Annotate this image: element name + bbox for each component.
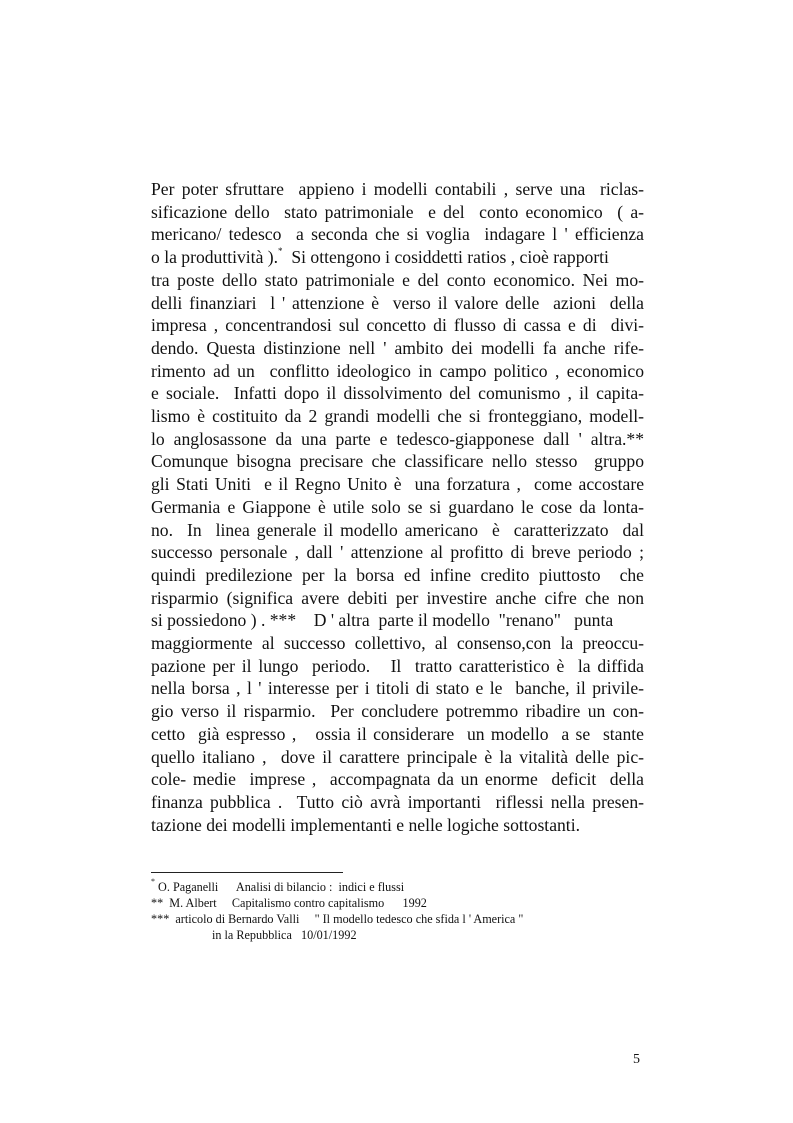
text-line: successo personale , dall ' attenzione al profitto di breve periodo ; (151, 542, 644, 563)
text-segment: Si ottengono i cosiddetti ratios , cioè rapporti (291, 247, 609, 268)
footnote-text: O. Paganelli Analisi di bilancio : indici e flussi (155, 880, 405, 894)
footnote-separator (151, 872, 343, 873)
footnote-1 (151, 876, 621, 895)
text-line: pazione per il lungo periodo. Il tratto caratteristico è la diffida (151, 655, 644, 676)
text-line: maggiormente al successo collettivo, al consenso,con la preoccu- (151, 633, 644, 654)
footnote-2: ** M. Albert Capitalismo contro capitalismo 1992 (151, 896, 427, 910)
footnote-marker: * (151, 876, 155, 886)
text-line: mericano/ tedesco a seconda che si voglia indagare l ' efficienza (151, 224, 644, 245)
text-line: rimento ad un conflitto ideologico in campo politico , economico (151, 360, 644, 381)
text-line: cole- medie imprese , accompagnata da un enorme deficit della (151, 769, 644, 790)
text-line: gli Stati Uniti e il Regno Unito è una forzatura , come accostare (151, 474, 644, 495)
page-number: 5 (633, 1052, 640, 1067)
text-line: Comunque bisogna precisare che classificare nello stesso gruppo (151, 451, 644, 472)
text-line: delli finanziari l ' attenzione è verso il valore delle azioni della (151, 292, 644, 313)
text-line: nella borsa , l ' interesse per i titoli di stato e le banche, il privile- (151, 678, 644, 699)
text-line: no. In linea generale il modello americano è caratterizzato dal (151, 519, 644, 540)
text-line: tra poste dello stato patrimoniale e del conto economico. Nei mo- (151, 269, 644, 290)
text-line: cetto già espresso , ossia il considerare un modello a se stante (151, 723, 644, 744)
text-line: sificazione dello stato patrimoniale e del conto economico ( a- (151, 201, 644, 222)
text-segment: o la produttività ). (151, 247, 279, 268)
text-line: quindi predilezione per la borsa ed infine credito piuttosto che (151, 564, 644, 585)
footnote-3-continuation: in la Repubblica 10/01/1992 (212, 928, 357, 942)
text-line: gio verso il risparmio. Per concludere potremmo ribadire un con- (151, 701, 644, 722)
text-line: impresa , concentrandosi sul concetto di flusso di cassa e di divi- (151, 315, 644, 336)
text-line: Per poter sfruttare appieno i modelli contabili , serve una riclas- (151, 179, 644, 199)
text-line: lismo è costituito da 2 grandi modelli che si fronteggiano, modell- (151, 406, 644, 427)
text-line: tazione dei modelli implementanti e nelle logiche sottostanti. (151, 814, 580, 835)
text-line: e sociale. Infatti dopo il dissolvimento del comunismo , il capita- (151, 383, 644, 404)
text-line (151, 246, 644, 269)
footnote-3: *** articolo di Bernardo Valli " Il modello tedesco che sfida l ' America " (151, 912, 524, 926)
footnotes (151, 876, 621, 943)
text-segment: D ' altra parte il modello "renano" punta (313, 610, 614, 631)
text-line (151, 609, 644, 632)
body-text (151, 178, 644, 836)
text-line: finanza pubblica . Tutto ciò avrà importanti riflessi nella presen- (151, 791, 644, 812)
footnote-marker: * (278, 246, 283, 257)
text-line: Germania e Giappone è utile solo se si guardano le cose da lonta- (151, 496, 644, 517)
text-line: dendo. Questa distinzione nell ' ambito dei modelli fa anche rife- (151, 337, 644, 358)
text-line: risparmio (significa avere debiti per investire anche cifre che non (151, 587, 644, 608)
text-segment: si possiedono ) . *** (151, 610, 297, 631)
text-line: lo anglosassone da una parte e tedesco-giapponese dall ' altra.** (151, 428, 644, 449)
text-line: quello italiano , dove il carattere principale è la vitalità delle pic- (151, 746, 644, 767)
